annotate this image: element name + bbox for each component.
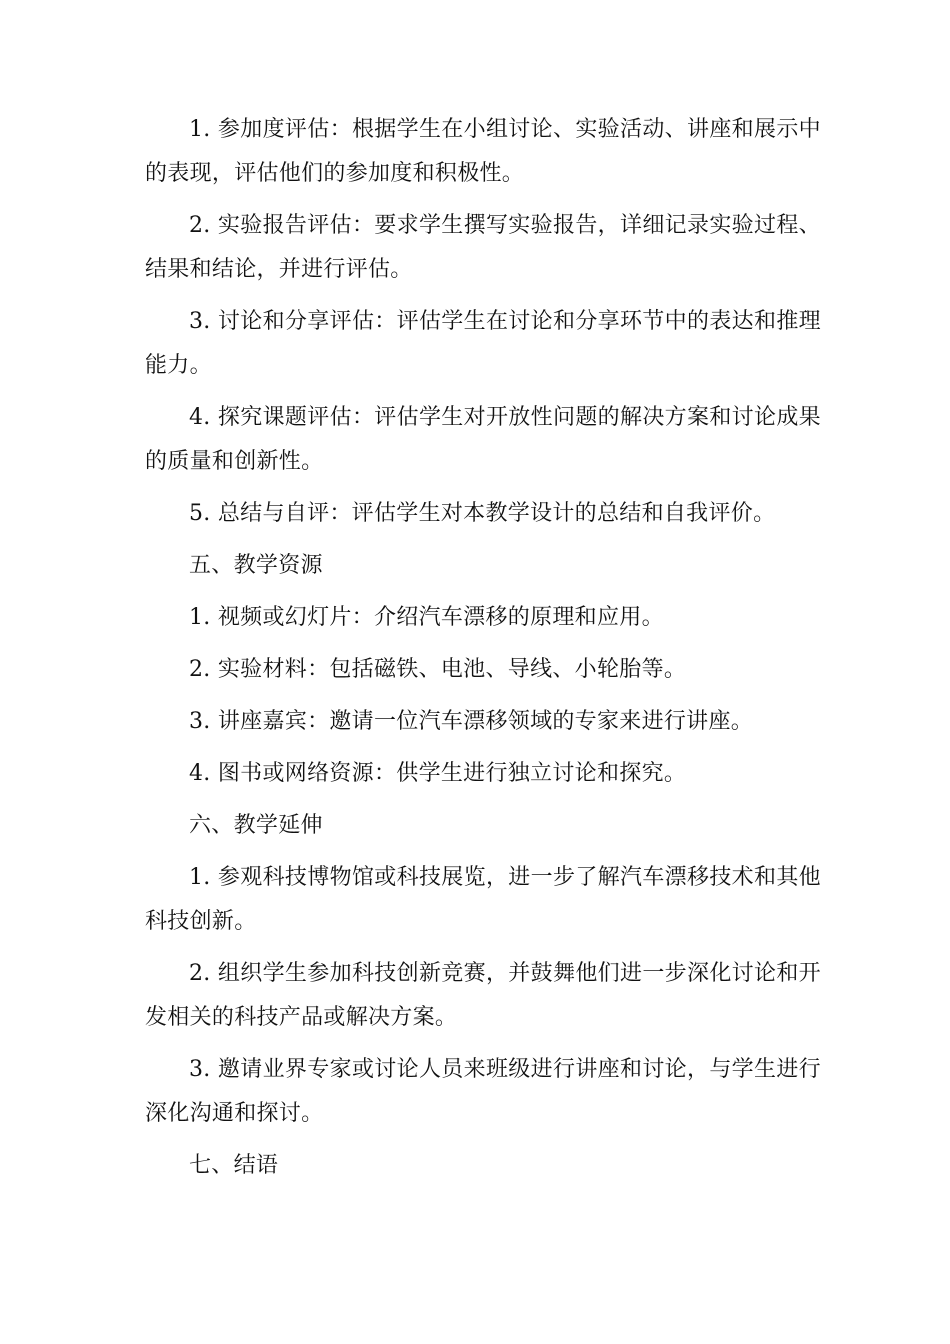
section-heading-resources: 五、教学资源 (189, 553, 323, 578)
evaluation-item-4: 4. 探究课题评估：评估学生对开放性问题的解决方案和讨论成果的质量和创新性。 (145, 405, 821, 474)
resource-item-1: 1. 视频或幻灯片：介绍汽车漂移的原理和应用。 (189, 605, 664, 630)
resource-item-2: 2. 实验材料：包括磁铁、电池、导线、小轮胎等。 (189, 657, 687, 682)
evaluation-item-2: 2. 实验报告评估：要求学生撰写实验报告，详细记录实验过程、结果和结论，并进行评估。 (145, 213, 821, 282)
extension-item-2: 2. 组织学生参加科技创新竞赛，并鼓舞他们进一步深化讨论和开发相关的科技产品或解决方案。 (145, 961, 821, 1030)
resource-item-3: 3. 讲座嘉宾：邀请一位汽车漂移领域的专家来进行讲座。 (189, 709, 754, 734)
document-body (145, 108, 821, 1196)
resource-item-4: 4. 图书或网络资源：供学生进行独立讨论和探究。 (189, 761, 687, 786)
extension-item-3: 3. 邀请业界专家或讨论人员来班级进行讲座和讨论，与学生进行深化沟通和探讨。 (145, 1057, 821, 1126)
extension-item-1: 1. 参观科技博物馆或科技展览，进一步了解汽车漂移技术和其他科技创新。 (145, 865, 821, 934)
section-heading-extension: 六、教学延伸 (189, 813, 323, 838)
evaluation-item-1: 1. 参加度评估：根据学生在小组讨论、实验活动、讲座和展示中的表现，评估他们的参加度和积极性。 (145, 117, 821, 186)
evaluation-item-3: 3. 讨论和分享评估：评估学生在讨论和分享环节中的表达和推理能力。 (145, 309, 821, 378)
section-heading-conclusion: 七、结语 (189, 1153, 279, 1178)
evaluation-item-5: 5. 总结与自评：评估学生对本教学设计的总结和自我评价。 (189, 501, 776, 526)
